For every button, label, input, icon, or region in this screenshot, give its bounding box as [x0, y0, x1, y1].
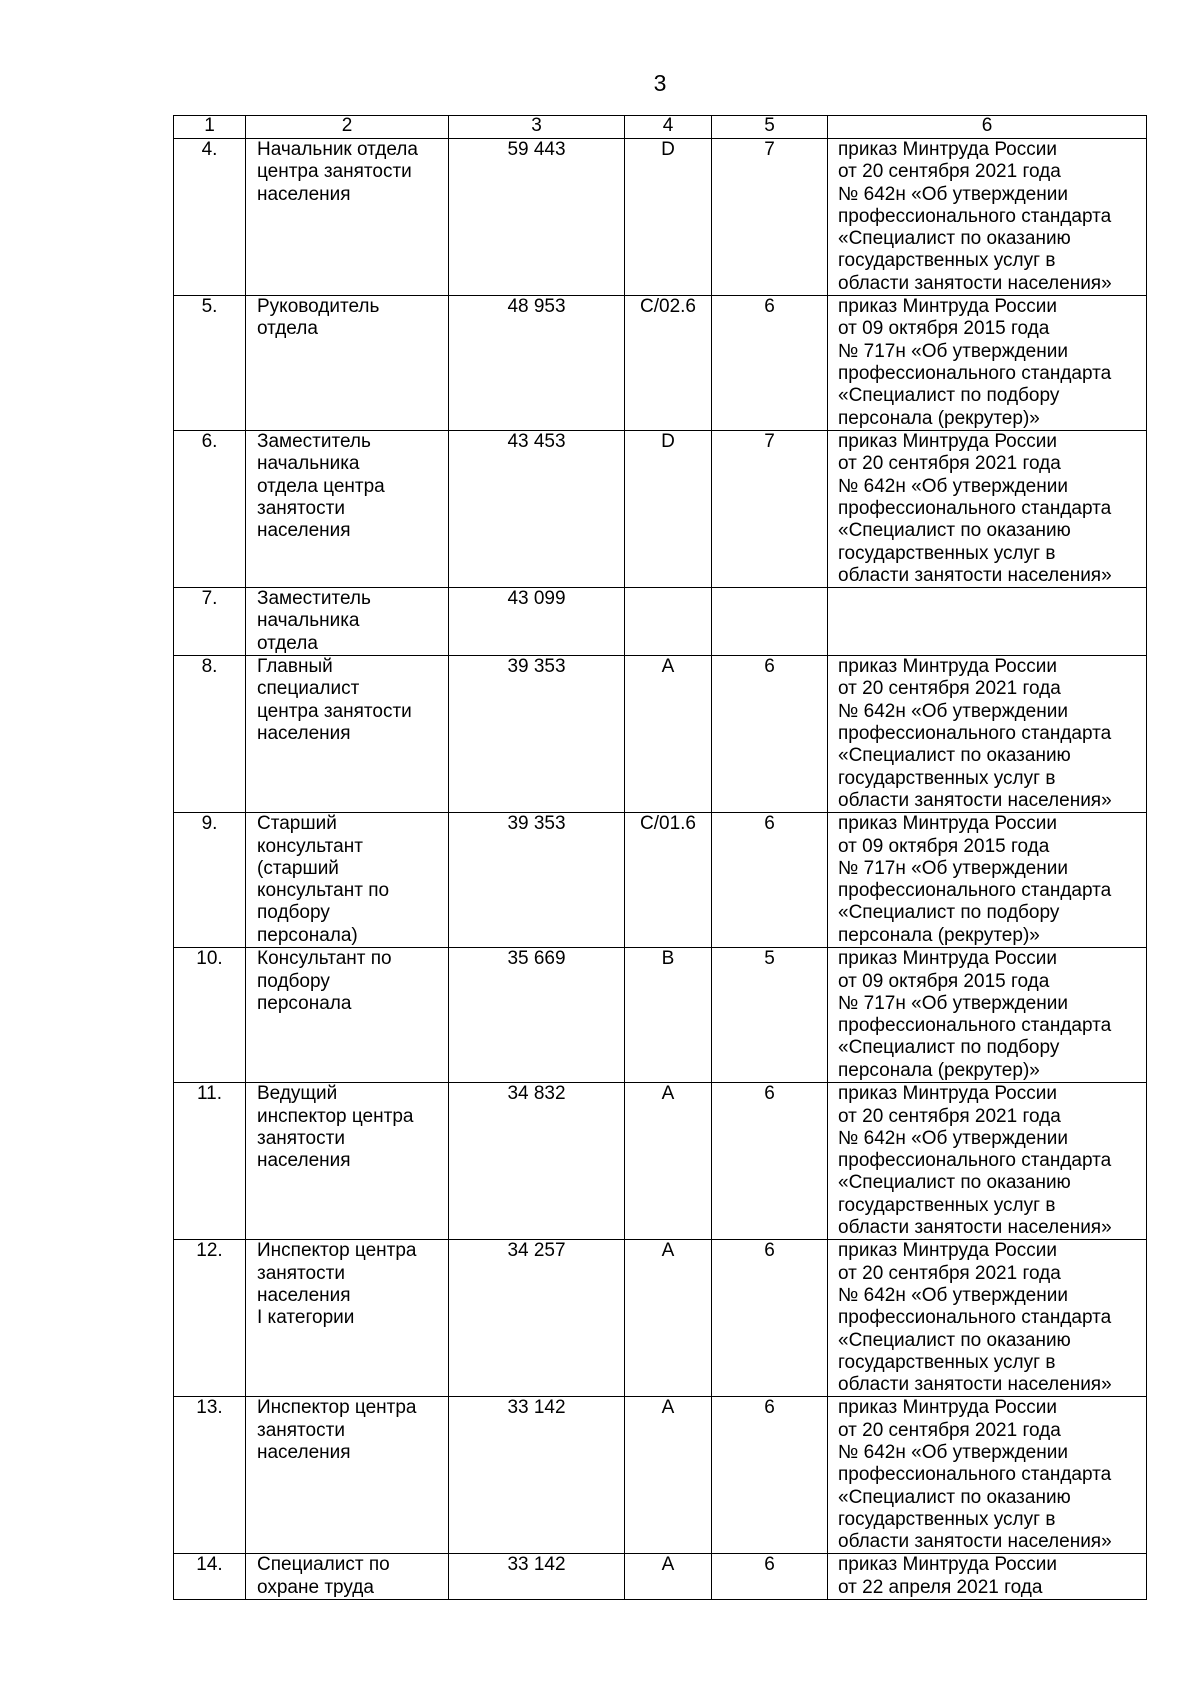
- qualification-level: 6: [712, 296, 828, 431]
- column-header-6: 6: [828, 116, 1147, 139]
- salary-value: 39 353: [449, 813, 625, 948]
- row-number: 9.: [174, 813, 246, 948]
- row-number: 4.: [174, 139, 246, 296]
- table-row: [174, 656, 1147, 813]
- function-code: D: [625, 139, 712, 296]
- row-number: 6.: [174, 431, 246, 588]
- position-name: Заместитель начальника отдела: [246, 588, 449, 656]
- salary-value: 35 669: [449, 948, 625, 1083]
- salary-value: 39 353: [449, 656, 625, 813]
- legal-basis: приказ Минтруда России от 09 октября 2015 года № 717н «Об утверждении профессионального стандарта «Специалист по подбору персонала (рекрутер)»: [828, 813, 1147, 948]
- function-code: B: [625, 948, 712, 1083]
- table-row: [174, 1083, 1147, 1240]
- table-row: [174, 588, 1147, 656]
- salary-value: 33 142: [449, 1397, 625, 1554]
- legal-basis: приказ Минтруда России от 20 сентября 2021 года № 642н «Об утверждении профессионального стандарта «Специалист по оказанию государственных услуг в области занятости населения»: [828, 1083, 1147, 1240]
- row-number: 7.: [174, 588, 246, 656]
- legal-basis: приказ Минтруда России от 20 сентября 2021 года № 642н «Об утверждении профессионального стандарта «Специалист по оказанию государственных услуг в области занятости населения»: [828, 139, 1147, 296]
- position-name: Начальник отдела центра занятости населения: [246, 139, 449, 296]
- legal-basis: приказ Минтруда России от 22 апреля 2021 года: [828, 1554, 1147, 1600]
- row-number: 10.: [174, 948, 246, 1083]
- function-code: A: [625, 1554, 712, 1600]
- position-name: Консультант по подбору персонала: [246, 948, 449, 1083]
- position-name: Инспектор центра занятости населения I категории: [246, 1240, 449, 1397]
- row-number: 14.: [174, 1554, 246, 1600]
- page-number: 3: [653, 70, 667, 96]
- position-name: Инспектор центра занятости населения: [246, 1397, 449, 1554]
- qualification-level: 6: [712, 656, 828, 813]
- row-number: 8.: [174, 656, 246, 813]
- salary-value: 59 443: [449, 139, 625, 296]
- qualification-level: 6: [712, 1554, 828, 1600]
- legal-basis: приказ Минтруда России от 09 октября 2015 года № 717н «Об утверждении профессионального стандарта «Специалист по подбору персонала (рекрутер)»: [828, 296, 1147, 431]
- table-row: [174, 431, 1147, 588]
- qualification-level: 5: [712, 948, 828, 1083]
- positions-table: [173, 115, 1147, 1600]
- row-number: 11.: [174, 1083, 246, 1240]
- table-header-row: [174, 116, 1147, 139]
- column-header-3: 3: [449, 116, 625, 139]
- position-name: Руководитель отдела: [246, 296, 449, 431]
- qualification-level: 6: [712, 1397, 828, 1554]
- table-row: [174, 139, 1147, 296]
- function-code: D: [625, 431, 712, 588]
- function-code: A: [625, 656, 712, 813]
- position-name: Ведущий инспектор центра занятости населения: [246, 1083, 449, 1240]
- function-code: [625, 588, 712, 656]
- qualification-level: 6: [712, 813, 828, 948]
- function-code: A: [625, 1083, 712, 1240]
- position-name: Заместитель начальника отдела центра занятости населения: [246, 431, 449, 588]
- table-row: [174, 813, 1147, 948]
- function-code: C/02.6: [625, 296, 712, 431]
- salary-value: 48 953: [449, 296, 625, 431]
- legal-basis: приказ Минтруда России от 20 сентября 2021 года № 642н «Об утверждении профессионального стандарта «Специалист по оказанию государственных услуг в области занятости населения»: [828, 1240, 1147, 1397]
- function-code: A: [625, 1240, 712, 1397]
- function-code: C/01.6: [625, 813, 712, 948]
- row-number: 13.: [174, 1397, 246, 1554]
- position-name: Специалист по охране труда: [246, 1554, 449, 1600]
- table-row: [174, 948, 1147, 1083]
- salary-value: 43 099: [449, 588, 625, 656]
- qualification-level: 7: [712, 431, 828, 588]
- legal-basis: приказ Минтруда России от 09 октября 2015 года № 717н «Об утверждении профессионального стандарта «Специалист по подбору персонала (рекрутер)»: [828, 948, 1147, 1083]
- legal-basis: приказ Минтруда России от 20 сентября 2021 года № 642н «Об утверждении профессионального стандарта «Специалист по оказанию государственных услуг в области занятости населения»: [828, 656, 1147, 813]
- column-header-2: 2: [246, 116, 449, 139]
- qualification-level: 7: [712, 139, 828, 296]
- qualification-level: [712, 588, 828, 656]
- table-row: [174, 1554, 1147, 1600]
- qualification-level: 6: [712, 1083, 828, 1240]
- position-name: Старший консультант (старший консультант по подбору персонала): [246, 813, 449, 948]
- legal-basis: приказ Минтруда России от 20 сентября 2021 года № 642н «Об утверждении профессионального стандарта «Специалист по оказанию государственных услуг в области занятости населения»: [828, 431, 1147, 588]
- salary-value: 33 142: [449, 1554, 625, 1600]
- table-row: [174, 1397, 1147, 1554]
- salary-value: 34 832: [449, 1083, 625, 1240]
- position-name: Главный специалист центра занятости населения: [246, 656, 449, 813]
- qualification-level: 6: [712, 1240, 828, 1397]
- column-header-1: 1: [174, 116, 246, 139]
- legal-basis: [828, 588, 1147, 656]
- table-row: [174, 1240, 1147, 1397]
- salary-value: 34 257: [449, 1240, 625, 1397]
- function-code: A: [625, 1397, 712, 1554]
- column-header-5: 5: [712, 116, 828, 139]
- row-number: 12.: [174, 1240, 246, 1397]
- salary-value: 43 453: [449, 431, 625, 588]
- row-number: 5.: [174, 296, 246, 431]
- table-row: [174, 296, 1147, 431]
- legal-basis: приказ Минтруда России от 20 сентября 2021 года № 642н «Об утверждении профессионального стандарта «Специалист по оказанию государственных услуг в области занятости населения»: [828, 1397, 1147, 1554]
- column-header-4: 4: [625, 116, 712, 139]
